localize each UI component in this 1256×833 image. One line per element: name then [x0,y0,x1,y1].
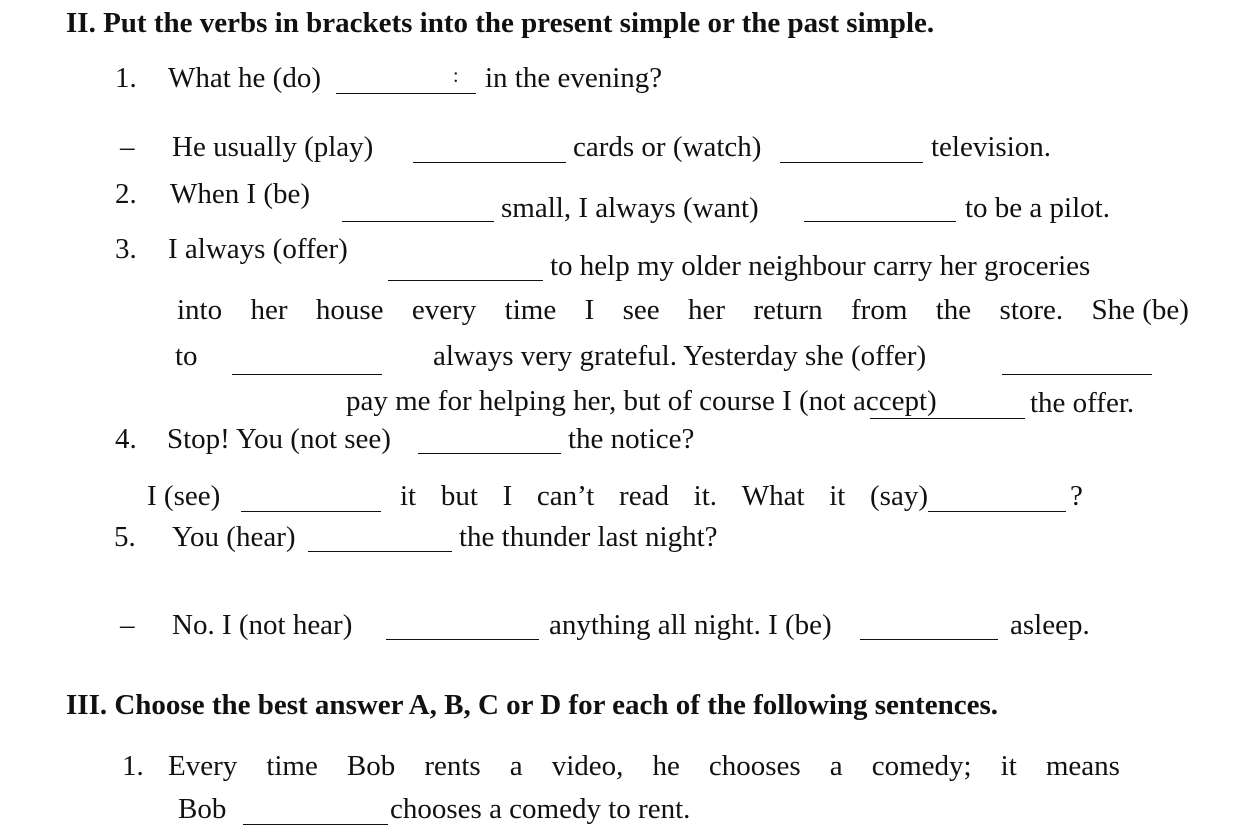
question-text: ? [1070,480,1083,512]
question-number: 1. [122,750,144,782]
answer-blank[interactable] [388,280,543,281]
answer-blank[interactable] [243,824,388,825]
word: it [829,480,846,512]
question-text [400,482,928,511]
answer-blank[interactable] [308,551,452,552]
word: store. [999,294,1064,326]
answer-blank[interactable] [928,511,1066,512]
question-text: cards or (watch) [573,131,762,163]
question-text: You (hear) [172,521,296,553]
word: comedy; [871,750,972,782]
answer-blank[interactable] [241,511,381,512]
answer-blank[interactable] [860,639,998,640]
dash-marker: – [120,609,135,641]
word: see [622,294,660,326]
word: house [315,294,384,326]
question-text: No. I (not hear) [172,609,353,641]
justified-text-line [168,752,1120,781]
answer-blank[interactable] [804,221,956,222]
word: I [502,480,513,512]
word: She (be) [1091,294,1189,326]
word: can’t [536,480,595,512]
word: it. [693,480,718,512]
question-text: Bob [178,793,227,825]
question-text: anything all night. I (be) [549,609,832,641]
question-number: 1. [115,62,137,94]
question-text: television. [931,131,1052,163]
answer-blank[interactable] [413,162,566,163]
question-number: 5. [114,521,136,553]
section-3-heading: III. Choose the best answer A, B, C or D for each of the following sentences. [66,689,998,721]
justified-text-line [177,296,1189,325]
word: it [400,480,417,512]
answer-blank[interactable] [780,162,923,163]
word: a [829,750,843,782]
answer-blank[interactable] [342,221,494,222]
word: every [411,294,477,326]
answer-blank[interactable] [336,93,476,94]
word: video, [551,750,624,782]
question-text: to help my older neighbour carry her groceries [550,250,1091,282]
dash-marker: – [120,131,135,163]
word: Every [168,750,238,782]
section-2-heading: II. Put the verbs in brackets into the present simple or the past simple. [66,7,935,39]
word: time [504,294,557,326]
word: I [584,294,595,326]
question-text: What he (do) [168,62,321,94]
word: her [250,294,288,326]
stray-mark: : [453,65,459,87]
question-number: 2. [115,178,137,210]
word: into [177,294,223,326]
question-number: 3. [115,233,137,265]
answer-blank[interactable] [418,453,561,454]
question-text: pay me for helping her, but of course I (not accept) [346,385,937,417]
question-text: I always (offer) [168,233,348,265]
question-text: in the evening? [485,62,663,94]
word: a [509,750,523,782]
question-text: When I (be) [170,178,311,210]
question-text: always very grateful. Yesterday she (offer) [433,340,927,372]
word: chooses [708,750,801,782]
word: but [440,480,478,512]
answer-blank[interactable] [386,639,539,640]
word: Bob [346,750,396,782]
question-text: small, I always (want) [501,192,759,224]
question-number: 4. [115,423,137,455]
word: return [753,294,823,326]
question-text: to [175,340,198,372]
answer-blank[interactable] [1002,374,1152,375]
word: rents [424,750,481,782]
question-text: He usually (play) [172,131,374,163]
word: from [851,294,908,326]
word: it [1000,750,1017,782]
question-text: I (see) [147,480,221,512]
question-text: the thunder last night? [459,521,718,553]
word: (say) [870,480,928,512]
question-text: to be a pilot. [965,192,1110,224]
answer-blank[interactable] [870,418,1025,419]
word: means [1045,750,1120,782]
question-text: Stop! You (not see) [167,423,391,455]
question-text: chooses a comedy to rent. [390,793,691,825]
question-text: the notice? [568,423,695,455]
word: time [266,750,318,782]
question-text: asleep. [1010,609,1090,641]
answer-blank[interactable] [232,374,382,375]
word: her [688,294,726,326]
word: he [652,750,680,782]
word: What [741,480,805,512]
word: the [935,294,972,326]
question-text: the offer. [1030,387,1135,419]
word: read [619,480,669,512]
